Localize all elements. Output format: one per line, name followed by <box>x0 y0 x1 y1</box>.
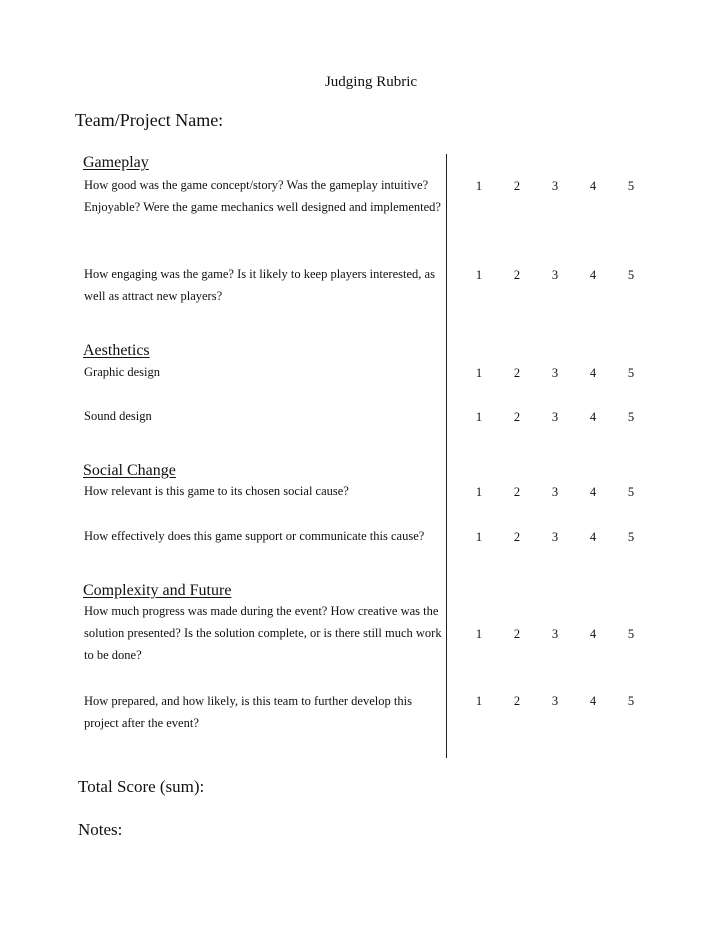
rating-2: 2 <box>513 530 521 544</box>
section-heading-aesthetics: Aesthetics <box>83 342 150 359</box>
rating-5: 5 <box>627 694 635 708</box>
rating-1: 1 <box>475 694 483 708</box>
rating-2: 2 <box>513 179 521 193</box>
rating-2: 2 <box>513 366 521 380</box>
rating-1: 1 <box>475 179 483 193</box>
rating-3: 3 <box>551 366 559 380</box>
question-social-relevance: How relevant is this game to its chosen social cause? <box>84 484 349 498</box>
team-project-name-label: Team/Project Name: <box>75 110 224 130</box>
rating-4: 4 <box>589 179 597 193</box>
rating-3: 3 <box>551 179 559 193</box>
rating-5: 5 <box>627 410 635 424</box>
rating-2: 2 <box>513 627 521 641</box>
rating-3: 3 <box>551 268 559 282</box>
rating-2: 2 <box>513 485 521 499</box>
rating-1: 1 <box>475 268 483 282</box>
rating-3: 3 <box>551 694 559 708</box>
rating-1: 1 <box>475 485 483 499</box>
rating-1: 1 <box>475 366 483 380</box>
rating-scale-social-effectiveness <box>460 530 650 545</box>
rating-scale-social-relevance <box>460 485 650 500</box>
rating-5: 5 <box>627 366 635 380</box>
rating-4: 4 <box>589 485 597 499</box>
question-graphic-design: Graphic design <box>84 365 161 379</box>
rating-1: 1 <box>475 530 483 544</box>
rating-2: 2 <box>513 268 521 282</box>
rating-5: 5 <box>627 627 635 641</box>
question-gameplay-concept: How good was the game concept/story? Was the gameplay intuitive? Enjoyable? Were the game mechanics well designed and implemented? <box>84 178 441 214</box>
question-gameplay-engagement: How engaging was the game? Is it likely to keep players interested, as well as attract new players? <box>84 267 435 303</box>
rating-5: 5 <box>627 179 635 193</box>
rating-3: 3 <box>551 410 559 424</box>
rating-scale-gameplay-concept <box>460 179 650 194</box>
rating-4: 4 <box>589 366 597 380</box>
question-social-effectiveness: How effectively does this game support or communicate this cause? <box>84 529 425 543</box>
rating-scale-future-development <box>460 694 650 709</box>
section-heading-complexity-future: Complexity and Future <box>83 582 232 599</box>
rating-3: 3 <box>551 627 559 641</box>
notes-label: Notes: <box>78 820 123 839</box>
rating-5: 5 <box>627 485 635 499</box>
rating-4: 4 <box>589 410 597 424</box>
rating-3: 3 <box>551 530 559 544</box>
rating-4: 4 <box>589 268 597 282</box>
rating-scale-progress-creativity <box>460 627 650 642</box>
rating-5: 5 <box>627 268 635 282</box>
rating-4: 4 <box>589 627 597 641</box>
page-title: Judging Rubric <box>324 74 418 90</box>
rating-scale-gameplay-engagement <box>460 268 650 283</box>
rating-1: 1 <box>475 627 483 641</box>
rating-scale-graphic-design <box>460 366 650 381</box>
question-sound-design: Sound design <box>84 409 152 423</box>
rating-2: 2 <box>513 694 521 708</box>
rating-4: 4 <box>589 694 597 708</box>
rating-2: 2 <box>513 410 521 424</box>
rating-4: 4 <box>589 530 597 544</box>
rating-5: 5 <box>627 530 635 544</box>
total-score-label: Total Score (sum): <box>78 777 205 796</box>
section-heading-social-change: Social Change <box>83 462 176 479</box>
rating-1: 1 <box>475 410 483 424</box>
question-future-development: How prepared, and how likely, is this team to further develop this project after the event? <box>84 694 412 730</box>
rating-3: 3 <box>551 485 559 499</box>
question-progress-creativity: How much progress was made during the event? How creative was the solution presented? Is the solution complete, or is there still much work to be done? <box>84 604 442 662</box>
rating-scale-sound-design <box>460 410 650 425</box>
section-heading-gameplay: Gameplay <box>83 154 149 171</box>
column-divider <box>446 154 447 758</box>
